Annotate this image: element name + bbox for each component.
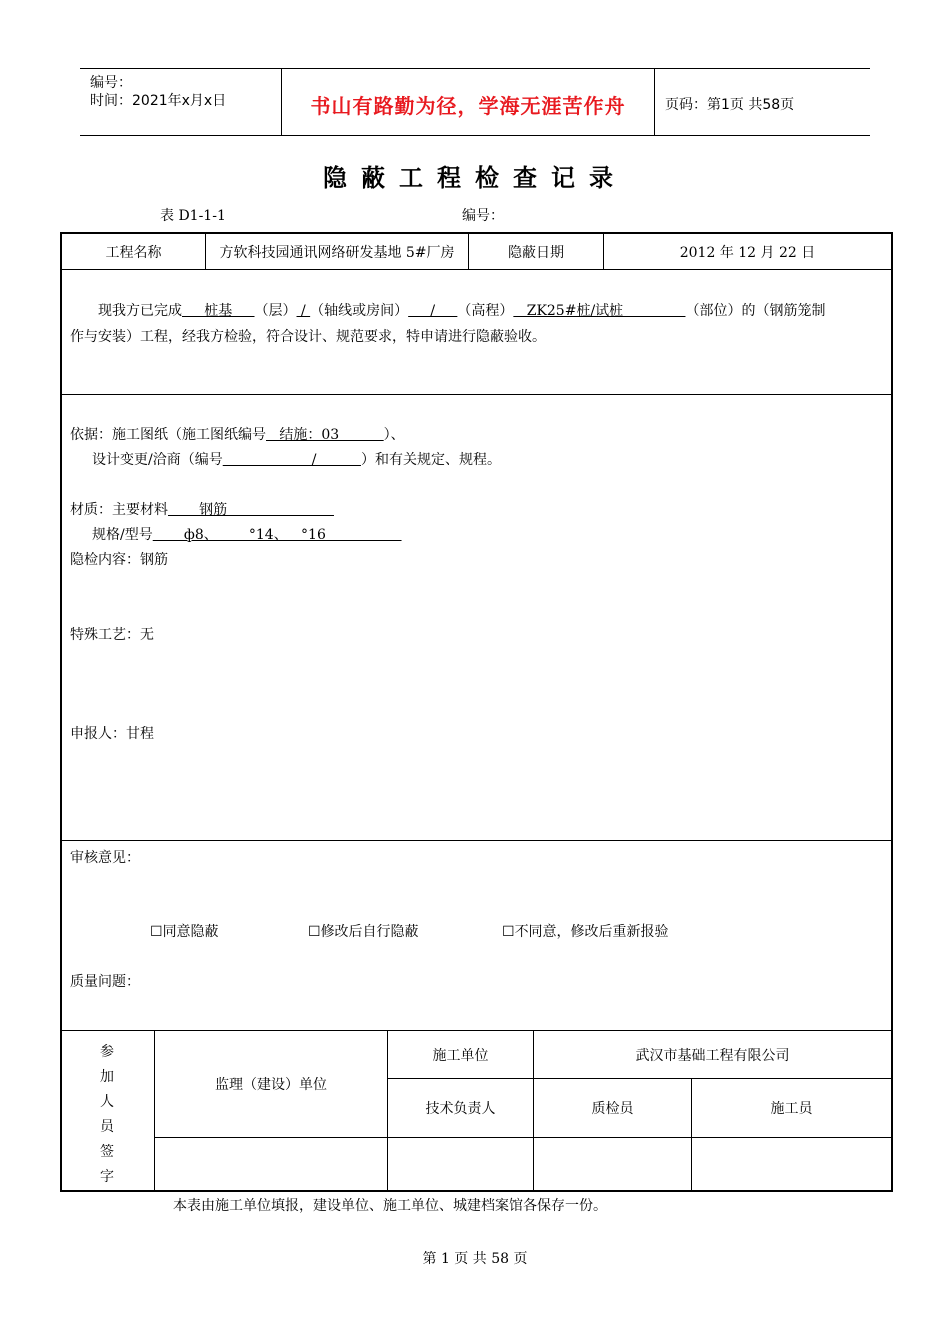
checkbox-icon[interactable]: ☐ [502, 924, 515, 940]
sign-vertical-label [98, 1040, 116, 1190]
statement-axis-field: / [296, 303, 311, 319]
concealment-date-label: 隐蔽日期 [508, 244, 564, 261]
design-change-number-field: / [222, 452, 361, 468]
sign-char: 参 [100, 1044, 114, 1060]
quality-issues-label: 质量问题： [70, 974, 140, 990]
header-motto: 书山有路勤为径，学海无涯苦作舟 [310, 94, 626, 118]
sign-char: 人 [100, 1094, 114, 1110]
statement-text-3: （轴线或房间） [310, 303, 409, 319]
sign-char: 加 [100, 1069, 114, 1085]
header-time-label: 时间：2021年x月x日 [90, 93, 227, 109]
spec-field: ф8、 °14、 °16 [152, 527, 402, 543]
statement-layer-field: 桩基 [182, 303, 255, 319]
quality-inspector-signature-cell[interactable] [534, 1138, 691, 1190]
supervisor-signature-cell[interactable] [155, 1138, 387, 1190]
review-option-modify[interactable] [308, 921, 419, 941]
rule-statement-bottom [62, 394, 891, 395]
project-name-value: 方软科技园通讯网络研发基地 5#厂房 [219, 244, 455, 261]
review-option-modify-label: 修改后自行隐蔽 [320, 924, 419, 940]
tech-lead-signature-cell[interactable] [388, 1138, 533, 1190]
contractor-label: 施工单位 [432, 1047, 489, 1064]
basis-suffix: ）、 [383, 427, 405, 443]
header-page-label: 页码：第1页 共58页 [665, 97, 795, 113]
sign-char: 签 [100, 1144, 114, 1160]
header-divider-right [654, 69, 655, 136]
rule-row1-bottom [62, 269, 891, 270]
footer-note: 本表由施工单位填报，建设单位、施工单位、城建档案馆各保存一份。 [173, 1198, 607, 1214]
drawing-number-field: 结施：03 [266, 427, 384, 443]
header-number-label: 编号： [90, 75, 132, 91]
statement-elevation-field: / [408, 303, 458, 319]
inspection-form [60, 232, 893, 1192]
supervisor-unit-label: 监理（建设）单位 [215, 1077, 327, 1093]
statement-text-4: （高程） [457, 303, 514, 319]
sign-char: 员 [100, 1119, 114, 1135]
concealment-date-value: 2012 年 12 月 22 日 [679, 244, 816, 261]
design-change-suffix: ）和有关规定、规程。 [360, 452, 501, 468]
project-name-label: 工程名称 [105, 244, 162, 261]
review-label: 审核意见： [70, 850, 140, 866]
rule-details-bottom [62, 840, 891, 841]
material-main-field: 钢筋 [168, 502, 334, 518]
header-top-rule [80, 68, 870, 69]
statement-line-2: 作与安装）工程，经我方检验，符合设计、规范要求，特申请进行隐蔽验收。 [70, 329, 546, 345]
review-option-reject[interactable] [502, 921, 669, 941]
checkbox-icon[interactable]: ☐ [150, 924, 163, 940]
sign-char: 字 [100, 1169, 114, 1185]
review-option-reject-label: 不同意，修改后重新报验 [514, 924, 669, 940]
header-bottom-rule [80, 135, 870, 136]
design-change-label: 设计变更/洽商（编号 [92, 452, 223, 468]
spec-line [92, 524, 402, 544]
statement-line-1 [98, 300, 825, 320]
statement-part-field: ZK25#桩/试桩 [513, 303, 686, 319]
review-option-agree[interactable] [150, 921, 219, 941]
basis-line [70, 424, 405, 444]
contractor-value: 武汉市基础工程有限公司 [635, 1047, 790, 1064]
footer-page-number: 第 1 页 共 58 页 [422, 1251, 528, 1267]
form-number-label: 编号： [462, 208, 504, 224]
inspection-content: 隐检内容：钢筋 [70, 552, 168, 568]
special-process: 特殊工艺：无 [70, 627, 154, 643]
quality-inspector-label: 质检员 [591, 1101, 634, 1117]
material-label: 材质：主要材料 [70, 502, 168, 518]
constructor-signature-cell[interactable] [692, 1138, 891, 1190]
basis-label: 依据：施工图纸（施工图纸编号 [70, 427, 266, 443]
statement-text-2: （层） [254, 303, 297, 319]
checkbox-icon[interactable]: ☐ [308, 924, 321, 940]
spec-label: 规格/型号 [92, 527, 153, 543]
tech-lead-label: 技术负责人 [425, 1101, 496, 1117]
constructor-label: 施工员 [770, 1101, 813, 1117]
reporter: 申报人：甘程 [70, 726, 154, 742]
material-line [70, 499, 334, 519]
design-change-line [92, 449, 501, 469]
statement-text-1: 现我方已完成 [98, 303, 182, 319]
statement-text-5: （部位）的（钢筋笼制 [685, 303, 826, 319]
form-code: 表 D1-1-1 [160, 208, 226, 224]
review-option-agree-label: 同意隐蔽 [162, 924, 219, 940]
page-title: 隐蔽工程检查记录 [323, 164, 627, 192]
